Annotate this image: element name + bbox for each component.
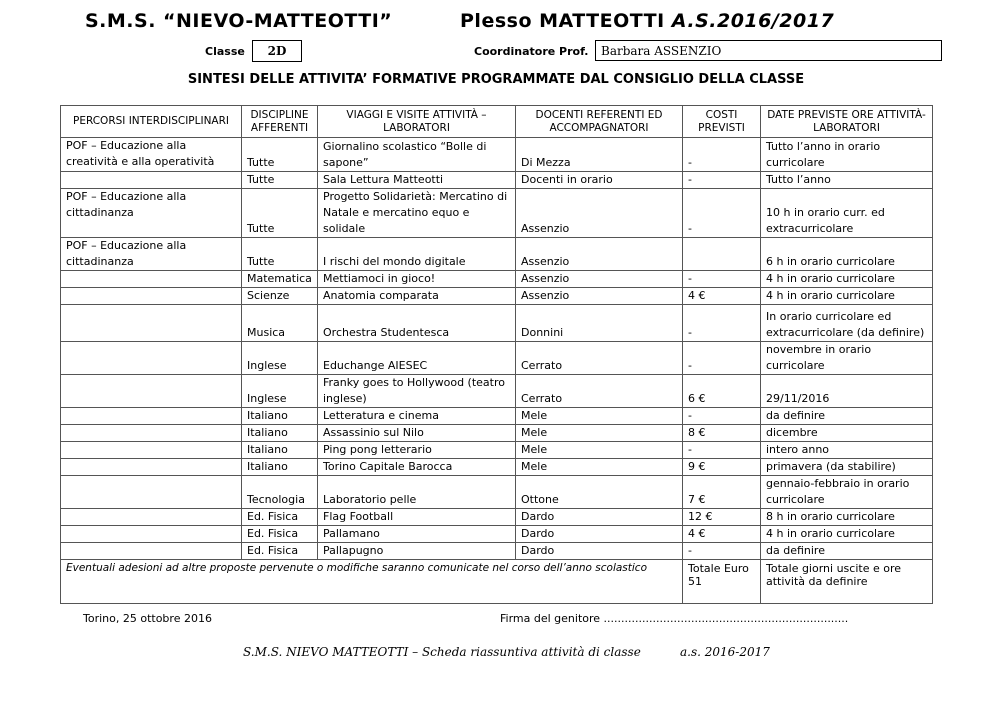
costi-cell: - [683,442,761,459]
docenti-cell: Mele [516,425,683,442]
disciplina-cell: Italiano [242,408,318,425]
attivita-cell: I rischi del mondo digitale [318,238,516,271]
docenti-cell: Mele [516,442,683,459]
percorso-cell [61,172,242,189]
table-row [61,288,933,305]
costi-cell: - [683,305,761,342]
disciplina-cell: Tutte [242,189,318,238]
costi-cell: 8 € [683,425,761,442]
column-header: DISCIPLINE AFFERENTI [242,106,318,138]
disciplina-cell: Ed. Fisica [242,509,318,526]
docenti-cell: Mele [516,408,683,425]
date-cell: Tutto l’anno [761,172,933,189]
percorso-cell: POF – Educazione alla cittadinanza [61,238,242,271]
attivita-cell: Torino Capitale Barocca [318,459,516,476]
date-cell: 4 h in orario curricolare [761,271,933,288]
table-row [61,425,933,442]
total-days: Totale giorni uscite e ore attività da definire [761,560,933,604]
attivita-cell: Flag Football [318,509,516,526]
date-cell: dicembre [761,425,933,442]
disciplina-cell: Italiano [242,442,318,459]
percorso-cell [61,408,242,425]
school-year: A.S.2016/2017 [671,10,835,32]
classe-label: Classe [205,45,245,58]
docenti-cell: Ottone [516,476,683,509]
date-cell: 4 h in orario curricolare [761,526,933,543]
place-date: Torino, 25 ottobre 2016 [83,612,212,625]
disciplina-cell: Matematica [242,271,318,288]
table-row [61,476,933,509]
disciplina-cell: Tutte [242,138,318,172]
column-header: DOCENTI REFERENTI ED ACCOMPAGNATORI [516,106,683,138]
disciplina-cell: Tutte [242,238,318,271]
document-subtitle: SINTESI DELLE ATTIVITA’ FORMATIVE PROGRAMMATE DAL CONSIGLIO DELLA CLASSE [187,72,805,87]
costi-cell: - [683,172,761,189]
percorso-cell [61,543,242,560]
table-row [61,189,933,238]
attivita-cell: Letteratura e cinema [318,408,516,425]
attivita-cell: Laboratorio pelle [318,476,516,509]
date-cell: intero anno [761,442,933,459]
classe-value: 2D [252,40,302,62]
plesso-name: Plesso MATTEOTTI [460,10,665,32]
percorso-cell [61,476,242,509]
docenti-cell: Assenzio [516,238,683,271]
disciplina-cell: Italiano [242,425,318,442]
costi-cell: - [683,271,761,288]
docenti-cell: Di Mezza [516,138,683,172]
table-header-row [61,106,933,138]
disciplina-cell: Inglese [242,342,318,375]
costi-cell: - [683,342,761,375]
disciplina-cell: Tutte [242,172,318,189]
school-title: S.M.S. “NIEVO-MATTEOTTI” [85,10,393,32]
docenti-cell: Dardo [516,526,683,543]
disciplina-cell: Musica [242,305,318,342]
attivita-cell: Mettiamoci in gioco! [318,271,516,288]
date-cell: da definire [761,408,933,425]
date-cell: In orario curricolare ed extracurricolare (da definire) [761,305,933,342]
disciplina-cell: Ed. Fisica [242,543,318,560]
costi-cell: - [683,408,761,425]
docenti-cell: Cerrato [516,375,683,408]
disciplina-cell: Inglese [242,375,318,408]
table-row [61,375,933,408]
date-cell: 6 h in orario curricolare [761,238,933,271]
table-row [61,342,933,375]
table-note: Eventuali adesioni ad altre proposte pervenute o modifiche saranno comunicate nel corso dell’anno scolastico [61,560,683,604]
costi-cell: 6 € [683,375,761,408]
costi-cell: 7 € [683,476,761,509]
percorso-cell: POF – Educazione alla cittadinanza [61,189,242,238]
date-cell: novembre in orario curricolare [761,342,933,375]
docenti-cell: Assenzio [516,189,683,238]
attivita-cell: Progetto Solidarietà: Mercatino di Natale e mercatino equo e solidale [318,189,516,238]
costi-cell: 4 € [683,288,761,305]
costi-cell: - [683,138,761,172]
attivita-cell: Pallapugno [318,543,516,560]
docenti-cell: Docenti in orario [516,172,683,189]
costi-cell: 4 € [683,526,761,543]
costi-cell [683,238,761,271]
docenti-cell: Donnini [516,305,683,342]
date-cell: primavera (da stabilire) [761,459,933,476]
column-header: VIAGGI E VISITE ATTIVITÀ – LABORATORI [318,106,516,138]
docenti-cell: Dardo [516,543,683,560]
attivita-cell: Ping pong letterario [318,442,516,459]
date-cell: da definire [761,543,933,560]
column-header: COSTI PREVISTI [683,106,761,138]
disciplina-cell: Tecnologia [242,476,318,509]
docenti-cell: Dardo [516,509,683,526]
activities-table [60,105,933,604]
costi-cell: 12 € [683,509,761,526]
docenti-cell: Cerrato [516,342,683,375]
table-row [61,509,933,526]
percorso-cell [61,459,242,476]
percorso-cell [61,342,242,375]
column-header: DATE PREVISTE ORE ATTIVITÀ-LABORATORI [761,106,933,138]
percorso-cell: POF – Educazione alla creatività e alla operatività [61,138,242,172]
column-header: PERCORSI INTERDISCIPLINARI [61,106,242,138]
table-row [61,172,933,189]
table-row [61,526,933,543]
attivita-cell: Anatomia comparata [318,288,516,305]
table-row [61,543,933,560]
table-row [61,138,933,172]
attivita-cell: Sala Lettura Matteotti [318,172,516,189]
plesso-title [460,10,834,32]
table-row [61,238,933,271]
docenti-cell: Assenzio [516,271,683,288]
table-row [61,408,933,425]
total-cost: Totale Euro 51 [683,560,761,604]
table-row [61,442,933,459]
disciplina-cell: Scienze [242,288,318,305]
table-footer-row [61,560,933,604]
date-cell: 10 h in orario curr. ed extracurricolare [761,189,933,238]
date-cell: Tutto l’anno in orario curricolare [761,138,933,172]
document-footer: S.M.S. NIEVO MATTEOTTI – Scheda riassuntiva attività di classe [243,645,641,659]
percorso-cell [61,375,242,408]
docenti-cell: Assenzio [516,288,683,305]
disciplina-cell: Italiano [242,459,318,476]
attivita-cell: Educhange AIESEC [318,342,516,375]
attivita-cell: Franky goes to Hollywood (teatro inglese) [318,375,516,408]
table-body [61,138,933,560]
disciplina-cell: Ed. Fisica [242,526,318,543]
percorso-cell [61,425,242,442]
attivita-cell: Orchestra Studentesca [318,305,516,342]
date-cell: 29/11/2016 [761,375,933,408]
coordinator-label: Coordinatore Prof. [474,45,589,58]
percorso-cell [61,288,242,305]
table-row [61,459,933,476]
percorso-cell [61,271,242,288]
table-row [61,271,933,288]
percorso-cell [61,526,242,543]
attivita-cell: Giornalino scolastico “Bolle di sapone” [318,138,516,172]
docenti-cell: Mele [516,459,683,476]
percorso-cell [61,305,242,342]
date-cell: 4 h in orario curricolare [761,288,933,305]
date-cell: gennaio-febbraio in orario curricolare [761,476,933,509]
attivita-cell: Assassinio sul Nilo [318,425,516,442]
percorso-cell [61,442,242,459]
document-footer-year: a.s. 2016-2017 [680,645,770,659]
costi-cell: - [683,543,761,560]
costi-cell: 9 € [683,459,761,476]
attivita-cell: Pallamano [318,526,516,543]
coordinator-value: Barbara ASSENZIO [595,40,942,61]
date-cell: 8 h in orario curricolare [761,509,933,526]
parent-signature-line: Firma del genitore ...................................................................... [500,612,849,625]
costi-cell: - [683,189,761,238]
table-row [61,305,933,342]
percorso-cell [61,509,242,526]
